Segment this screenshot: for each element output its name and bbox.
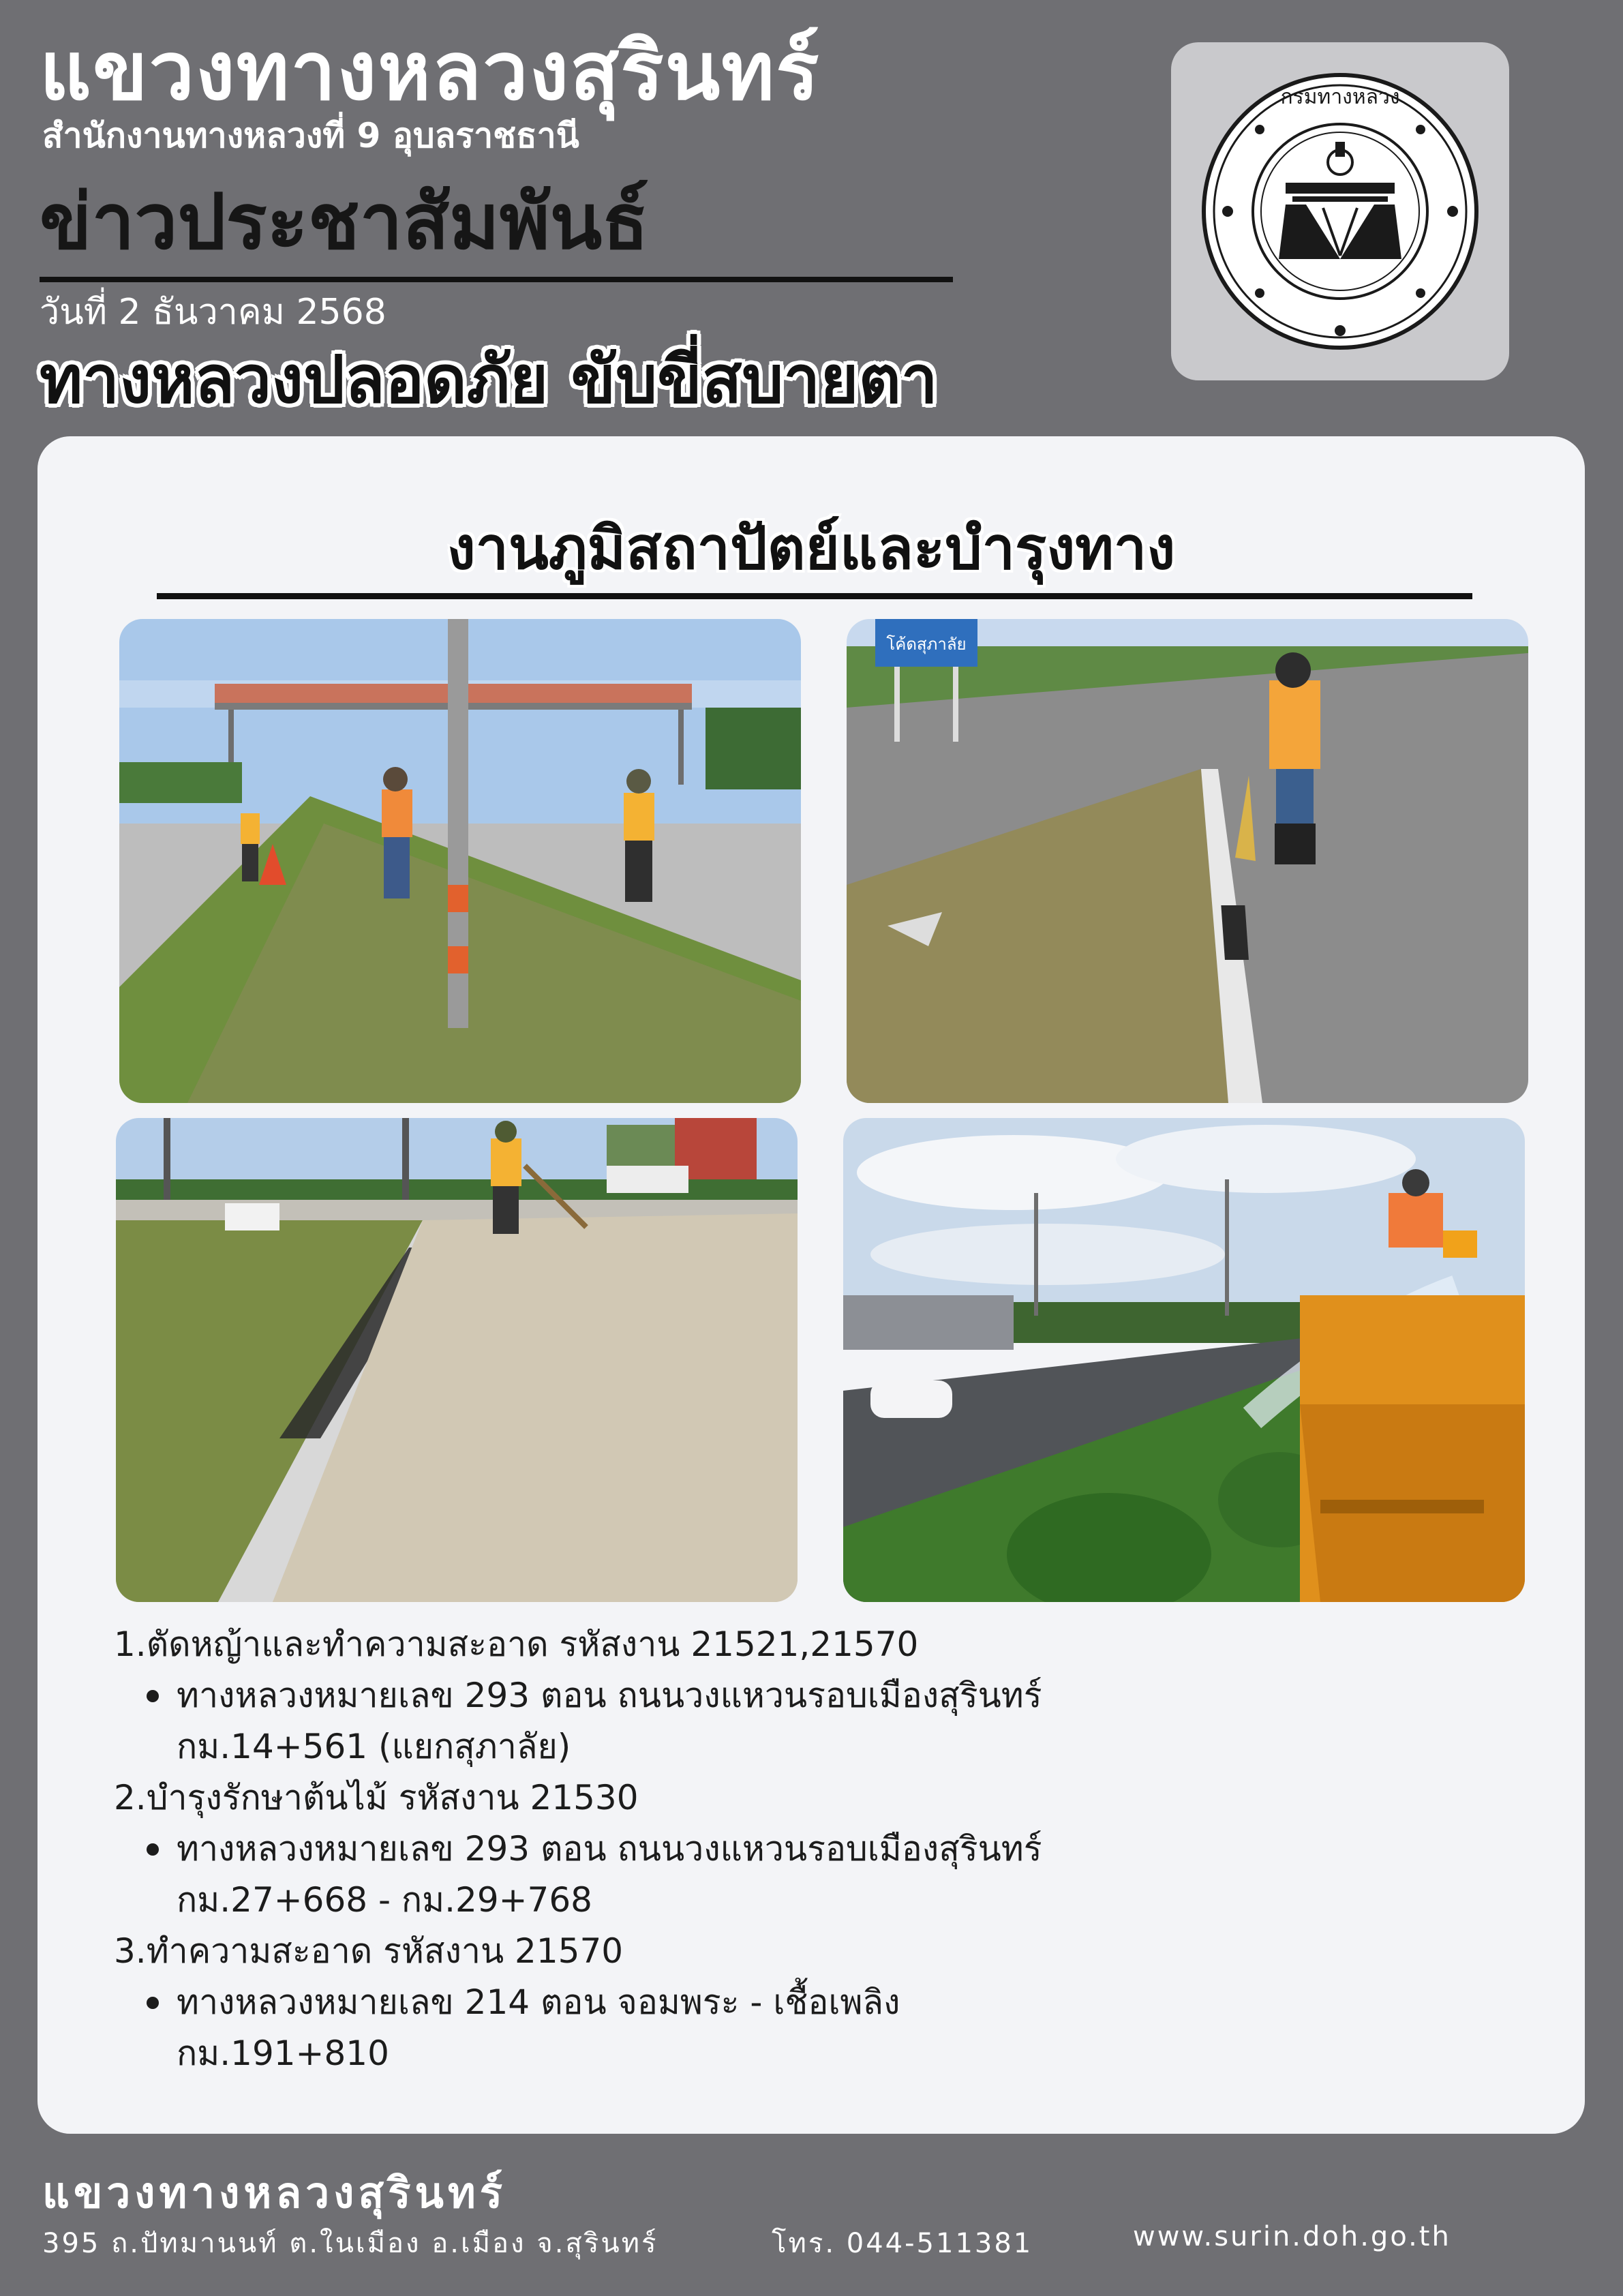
header-date: วันที่ 2 ธันวาคม 2568 [40,292,386,333]
logo-box [1171,42,1509,380]
task-heading: 3.ทำความสะอาด รหัสงาน 21570 [114,1931,624,1971]
photo-water-truck [843,1118,1525,1602]
task-detail: กม.191+810 [177,2034,389,2073]
task-heading: 2.บำรุงรักษาต้นไม้ รหัสงาน 21530 [114,1778,639,1817]
header-sub-org: สำนักงานทางหลวงที่ 9 อุบลราชธานี [42,116,579,155]
task-bullet: ทางหลวงหมายเลข 214 ตอน จอมพระ - เชื้อเพลิง [114,1977,1042,2028]
road-sign-text: โค้ดสุภาลัย [886,635,967,654]
task-detail: กม.27+668 - กม.29+768 [177,1880,592,1920]
photo-worker-sweeping-curb [847,619,1528,1103]
department-of-highways-seal-icon [1197,68,1483,354]
header-org-name: แขวงทางหลวงสุรินทร์ [40,24,821,118]
photo-sweeping-shoulder [116,1118,798,1602]
photo-water-truck-watering-median [843,1118,1525,1602]
task-bullet: ทางหลวงหมายเลข 293 ตอน ถนนวงแหวนรอบเมืองสุรินทร์ [114,1670,1042,1721]
footer-org-name: แขวงทางหลวงสุรินทร์ [42,2168,507,2218]
content-card [37,436,1585,2134]
photo-grass-cutting [119,619,801,1103]
footer-address: 395 ถ.ปัทมานนท์ ต.ในเมือง อ.เมือง จ.สุรินทร์ [42,2228,658,2259]
task-detail: กม.14+561 (แยกสุภาลัย) [177,1727,571,1766]
photo-worker-sweeping-road-shoulder [116,1118,798,1602]
footer-phone: โทร. 044-511381 [772,2228,1033,2259]
footer-website-link[interactable]: www.surin.doh.go.th [1133,2221,1451,2252]
header-pr-title: ข่าวประชาสัมพันธ์ [40,178,649,267]
task-heading: 1.ตัดหญ้าและทำความสะอาด รหัสงาน 21521,21570 [114,1625,919,1664]
task-list [114,1619,1042,2079]
photo-sweeping-curb [847,619,1528,1103]
logo-text: กรมทางหลวง [1280,85,1400,109]
section-title: งานภูมิสถาปัตย์และบำรุงทาง [446,515,1176,583]
task-bullet: ทางหลวงหมายเลข 293 ตอน ถนนวงแหวนรอบเมืองสุรินทร์ [114,1824,1042,1875]
photo-workers-cutting-grass-median [119,619,801,1103]
header-slogan: ทางหลวงปลอดภัย ขับขี่สบายตา [40,342,938,418]
header-divider [40,277,953,282]
section-title-divider [157,593,1472,599]
